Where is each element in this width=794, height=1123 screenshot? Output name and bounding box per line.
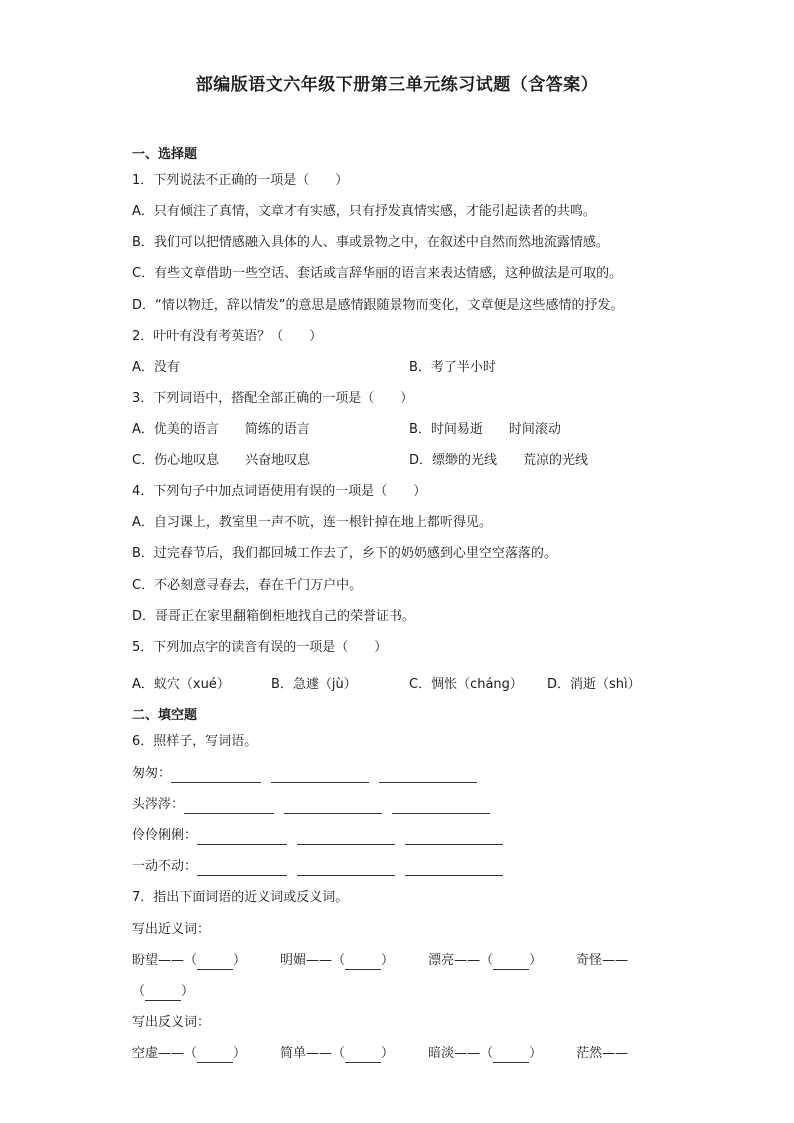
answer-blank[interactable] xyxy=(392,799,490,814)
q6-row xyxy=(132,858,513,876)
q1-option-c: C．有些文章借助一些空话、套话或言辞华丽的语言来表达情感，这种做法是可取的。 xyxy=(132,266,623,281)
q4-option-d: D．哥哥正在家里翻箱倒柜地找自己的荣誉证书。 xyxy=(132,609,416,624)
q2-stem: 2．叶叶有没有考英语？（ ） xyxy=(132,329,323,344)
q1-option-b: B．我们可以把情感融入具体的人、事或景物之中，在叙述中自然而然地流露情感。 xyxy=(132,235,609,250)
synonym-item xyxy=(132,952,246,970)
close-paren: ） xyxy=(381,1046,395,1061)
answer-blank[interactable] xyxy=(405,830,503,845)
q2-option-b: B．考了半小时 xyxy=(409,360,496,375)
q3-option-b: B．时间易逝 时间滚动 xyxy=(409,422,561,437)
word: 暗淡——（ xyxy=(428,1046,494,1061)
close-paren: ） xyxy=(181,984,195,999)
close-paren: ） xyxy=(529,953,543,968)
q2-option-a: A．没有 xyxy=(132,360,180,375)
section-heading-choice: 一、选择题 xyxy=(132,147,198,162)
q6-label: 一动不动： xyxy=(132,859,198,874)
q7-synonym-row xyxy=(132,952,628,970)
word: 漂亮——（ xyxy=(428,953,494,968)
q7-antonym-row xyxy=(132,1045,628,1063)
q1-option-d: D．“情以物迁，辞以情发”的意思是感情跟随景物而变化，文章便是这些感情的抒发。 xyxy=(132,298,624,313)
answer-blank[interactable] xyxy=(271,768,369,783)
answer-blank[interactable] xyxy=(197,956,233,970)
word: 空虚——（ xyxy=(132,1046,198,1061)
word: 简单——（ xyxy=(280,1046,346,1061)
q6-label: 头涔涔： xyxy=(132,797,185,812)
synonym-item xyxy=(428,952,542,970)
antonym-item xyxy=(132,1045,246,1063)
q4-stem: 4．下列句子中加点词语使用有误的一项是（ ） xyxy=(132,484,427,499)
answer-blank[interactable] xyxy=(145,987,181,1001)
q6-row xyxy=(132,796,500,814)
q6-label: 伶伶俐俐： xyxy=(132,828,198,843)
close-paren: ） xyxy=(381,953,395,968)
q6-stem: 6．照样子，写词语。 xyxy=(132,734,258,749)
q5-stem: 5．下列加点字的读音有误的一项是（ ） xyxy=(132,640,388,655)
answer-blank[interactable] xyxy=(297,861,395,876)
close-paren: ） xyxy=(233,1046,247,1061)
word: 茫然—— xyxy=(576,1046,629,1061)
answer-blank[interactable] xyxy=(379,768,477,783)
answer-blank[interactable] xyxy=(197,861,287,876)
q4-option-c: C．不必刻意寻春去，春在千门万户中。 xyxy=(132,578,363,593)
close-paren: ） xyxy=(529,1046,543,1061)
answer-blank[interactable] xyxy=(493,1049,529,1063)
close-paren: ） xyxy=(233,953,247,968)
answer-blank[interactable] xyxy=(297,830,395,845)
word: 明媚——（ xyxy=(280,953,346,968)
q6-row xyxy=(132,765,487,783)
q7-synonym-wrap xyxy=(132,983,194,1001)
q5-option-d: D．消逝（shì） xyxy=(547,677,641,692)
q6-label: 匆匆： xyxy=(132,766,172,781)
page-title: 部编版语文六年级下册第三单元练习试题（含答案） xyxy=(195,75,599,95)
answer-blank[interactable] xyxy=(345,956,381,970)
open-paren: （ xyxy=(132,984,146,999)
answer-blank[interactable] xyxy=(171,768,261,783)
q7-synonym-label: 写出近义词： xyxy=(132,922,211,937)
answer-blank[interactable] xyxy=(405,861,503,876)
q5-option-b: B．急遽（jù） xyxy=(271,677,357,692)
q5-option-a: A．蚁穴（xué） xyxy=(132,677,230,692)
q5-option-c: C．惆怅（cháng） xyxy=(409,677,523,692)
q1-option-a: A．只有倾注了真情，文章才有实感，只有抒发真情实感，才能引起读者的共鸣。 xyxy=(132,204,596,219)
q6-row xyxy=(132,827,513,845)
synonym-item xyxy=(280,952,394,970)
answer-blank[interactable] xyxy=(493,956,529,970)
q3-stem: 3．下列词语中，搭配全部正确的一项是（ ） xyxy=(132,391,414,406)
antonym-item xyxy=(280,1045,394,1063)
q4-option-b: B．过完春节后，我们都回城工作去了，乡下的奶奶感到心里空空落落的。 xyxy=(132,546,557,561)
q3-option-a: A．优美的语言 简练的语言 xyxy=(132,422,310,437)
antonym-item xyxy=(428,1045,542,1063)
q3-option-d: D．缥缈的光线 荒凉的光线 xyxy=(409,453,589,468)
q7-stem: 7．指出下面词语的近义词或反义词。 xyxy=(132,890,349,905)
q3-option-c: C．伤心地叹息 兴奋地叹息 xyxy=(132,453,311,468)
section-heading-fill: 二、填空题 xyxy=(132,708,198,723)
word: 奇怪—— xyxy=(576,953,629,968)
answer-blank[interactable] xyxy=(197,1049,233,1063)
answer-blank[interactable] xyxy=(184,799,274,814)
answer-blank[interactable] xyxy=(345,1049,381,1063)
answer-blank[interactable] xyxy=(284,799,382,814)
q7-antonym-label: 写出反义词： xyxy=(132,1015,211,1030)
q4-option-a: A．自习课上，教室里一声不吭，连一根针掉在地上都听得见。 xyxy=(132,515,492,530)
answer-blank[interactable] xyxy=(197,830,287,845)
q1-stem: 1．下列说法不正确的一项是（ ） xyxy=(132,173,349,188)
word: 盼望——（ xyxy=(132,953,198,968)
